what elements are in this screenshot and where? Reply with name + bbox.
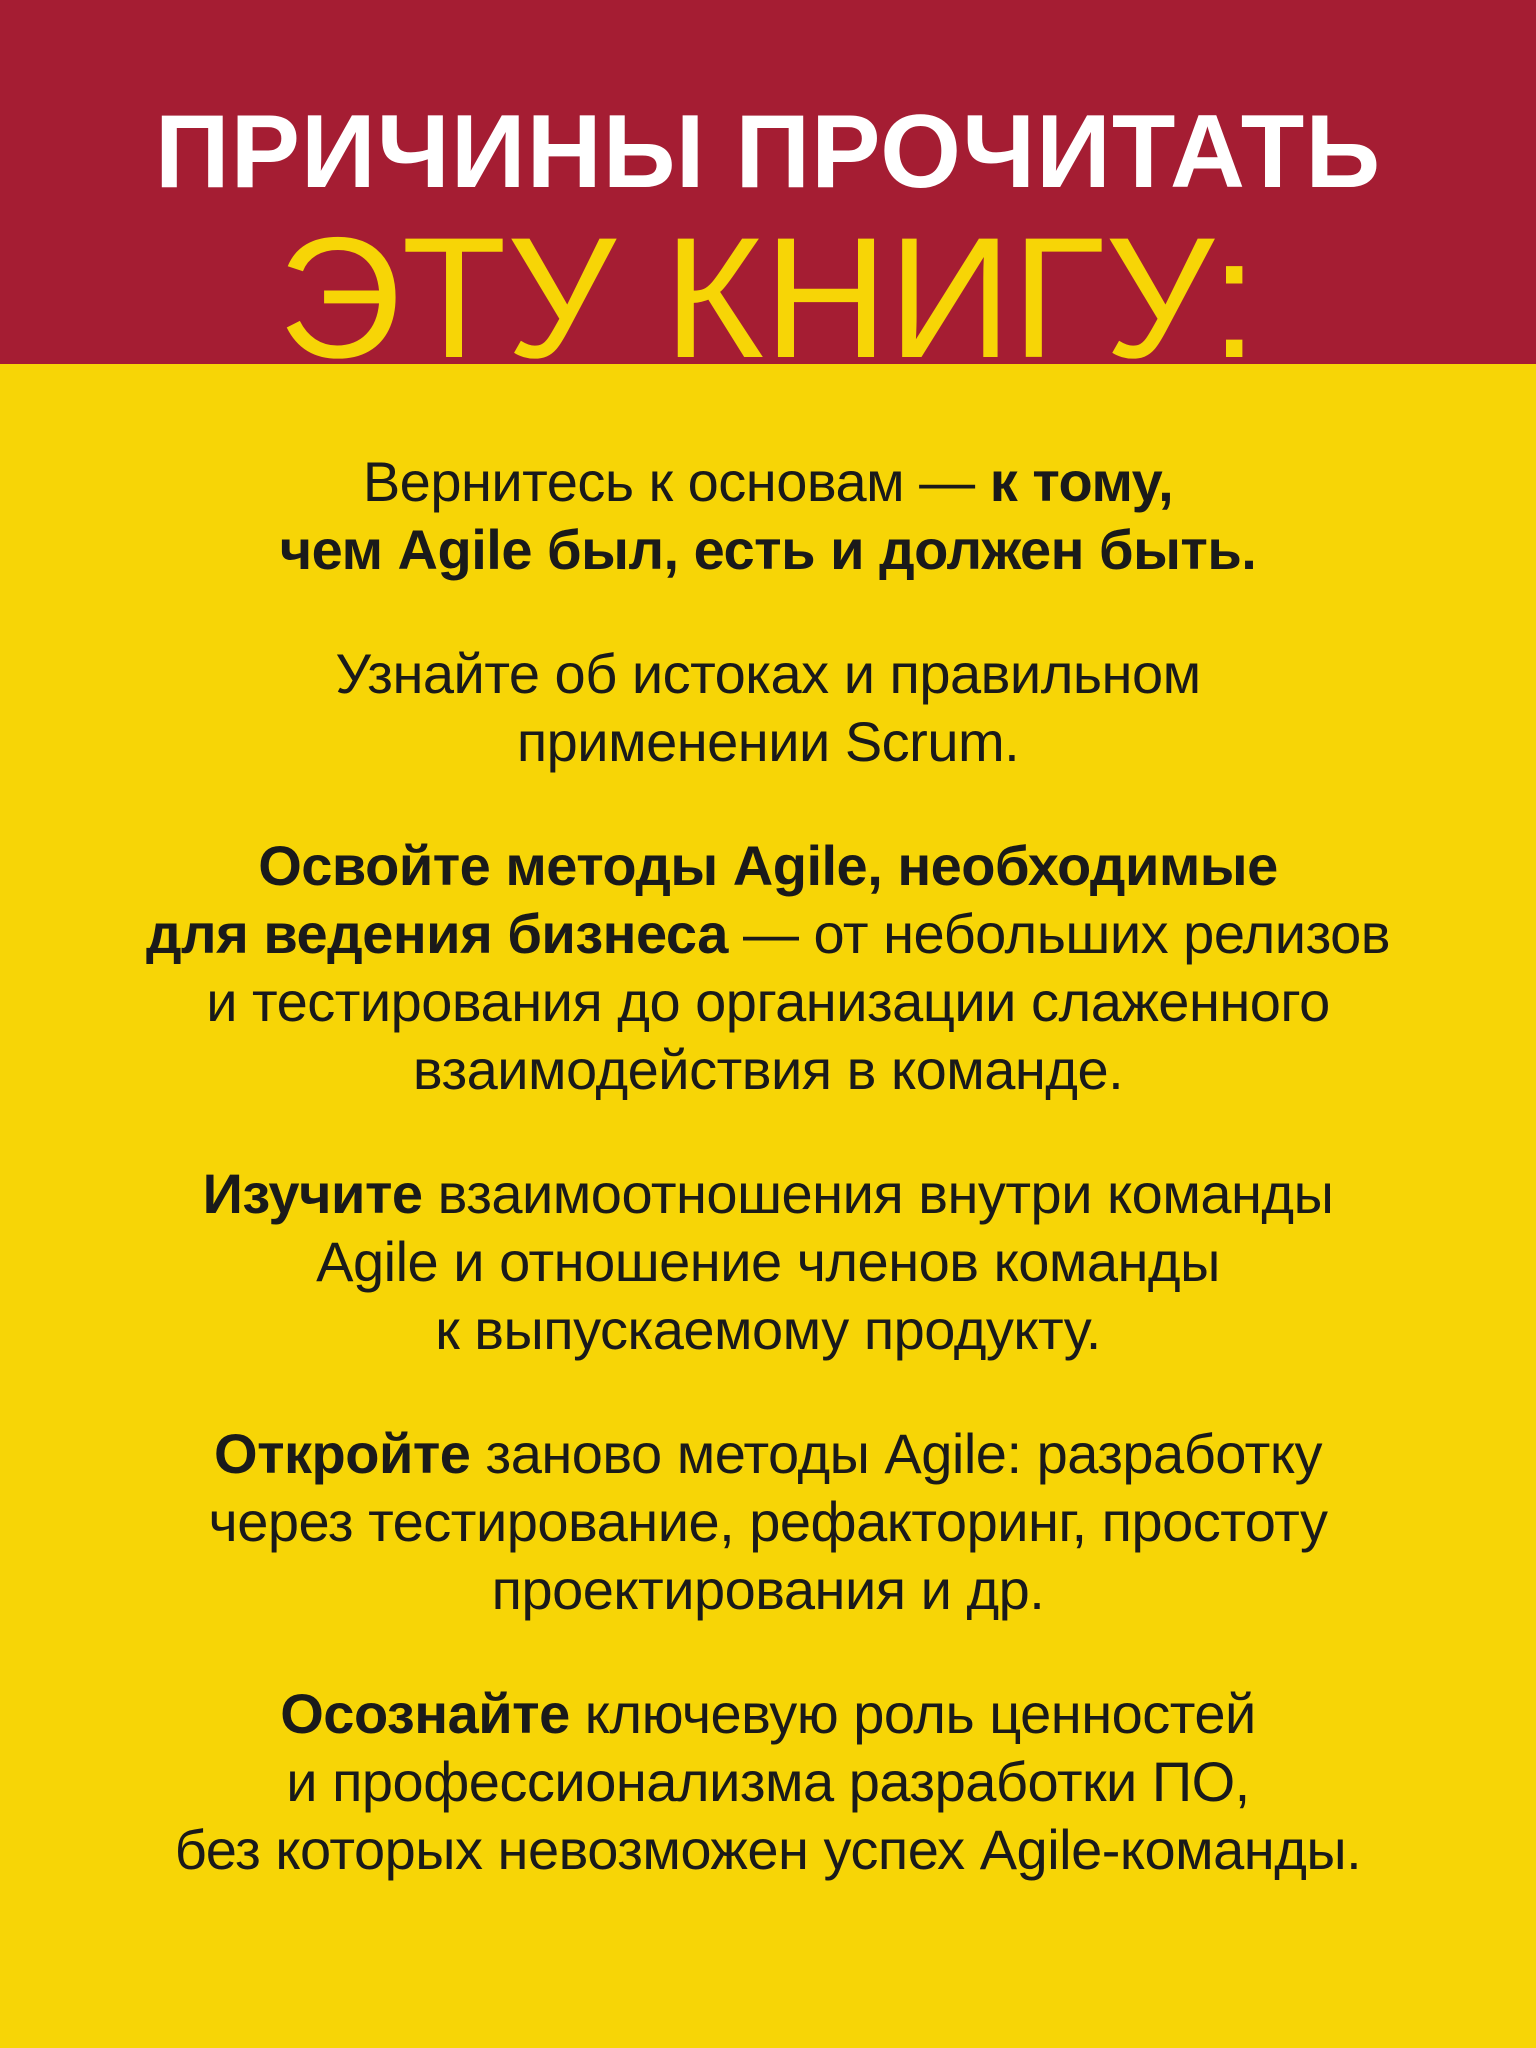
- text-normal: заново методы Agile: разработку: [470, 1422, 1322, 1485]
- reason-6-line-3: без которых невозможен успех Agile-команды.: [174, 1818, 1362, 1881]
- reason-3-line-1: Освойте методы Agile, необходимые: [258, 834, 1278, 897]
- text-normal: взаимоотношения внутри команды: [422, 1162, 1334, 1225]
- text-bold: для ведения бизнеса: [145, 902, 728, 965]
- text-normal: Вернитесь к основам —: [362, 450, 990, 513]
- reasons-list: [40, 448, 1496, 1884]
- reason-4: [40, 1160, 1496, 1364]
- reason-3-line-4: взаимодействия в команде.: [412, 1038, 1124, 1101]
- reason-2: [40, 640, 1496, 776]
- title-line-1: ПРИЧИНЫ ПРОЧИТАТЬ: [154, 94, 1382, 210]
- text-bold: Откройте: [214, 1422, 471, 1485]
- reason-4-line-1: [40, 1160, 1496, 1228]
- reason-3: [40, 832, 1496, 1104]
- reason-5-line-2: через тестирование, рефакторинг, простоту: [208, 1490, 1328, 1553]
- text-normal: — от небольших релизов: [727, 902, 1391, 965]
- reason-2-line-2: применении Scrum.: [516, 710, 1020, 773]
- reason-6: [40, 1680, 1496, 1884]
- reason-3-line-3: и тестирования до организации слаженного: [206, 970, 1330, 1033]
- reason-1: [40, 448, 1496, 584]
- reason-1-line-2: чем Agile был, есть и должен быть.: [279, 518, 1257, 581]
- reason-4-line-2: Agile и отношение членов команды: [316, 1230, 1220, 1293]
- text-bold: Осознайте: [280, 1682, 570, 1745]
- text-bold: к тому,: [989, 450, 1174, 513]
- header-banner: [0, 0, 1536, 364]
- text-normal: ключевую роль ценностей: [569, 1682, 1256, 1745]
- reason-3-line-2: [40, 900, 1496, 968]
- reason-6-line-2: и профессионализма разработки ПО,: [286, 1750, 1250, 1813]
- reason-5-line-3: проектирования и др.: [491, 1558, 1045, 1621]
- reason-1-line-1: [40, 448, 1496, 516]
- reason-6-line-1: [40, 1680, 1496, 1748]
- reason-4-line-3: к выпускаемому продукту.: [435, 1298, 1101, 1361]
- reason-5-line-1: [40, 1420, 1496, 1488]
- text-bold: Изучите: [202, 1162, 423, 1225]
- reason-2-line-1: Узнайте об истоках и правильном: [335, 642, 1201, 705]
- reason-5: [40, 1420, 1496, 1624]
- title-line-2: ЭТУ КНИГУ:: [277, 212, 1259, 364]
